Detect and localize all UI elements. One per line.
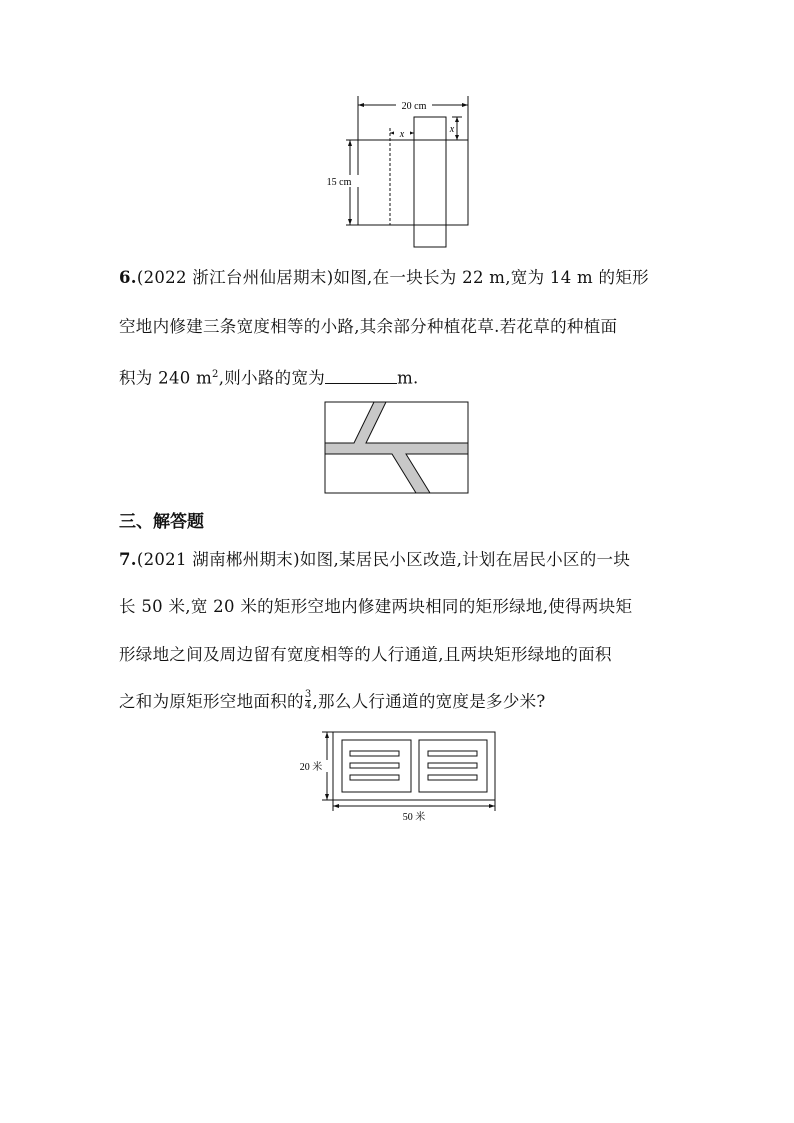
height-label: 20 米 [299, 762, 323, 773]
q6-line-3 [119, 364, 679, 390]
q7-text-1: 如图,某居民小区改造,计划在居民小区的一块 [299, 550, 631, 569]
height-label: 15 cm [326, 177, 352, 188]
q7-source: (2021 湖南郴州期末) [136, 550, 300, 569]
q6-question-text: ,则小路的宽为 [218, 368, 326, 388]
greenspace-plan-figure [290, 727, 510, 827]
q6-line-2: 空地内修建三条宽度相等的小路,其余部分种植花草.若花草的种植面 [119, 317, 618, 336]
q7-line-3: 形绿地之间及周边留有宽度相等的人行通道,且两块矩形绿地的面积 [119, 645, 612, 664]
q6-number: 6. [119, 268, 137, 287]
q6-superscript: 2 [212, 369, 219, 380]
fraction-denominator: 4 [304, 700, 312, 711]
q6-unit: m. [397, 368, 419, 388]
q7-line-2: 长 50 米,宽 20 米的矩形空地内修建两块相同的矩形绿地,使得两块矩 [119, 597, 633, 616]
q7-text-4b: ,那么人行通道的宽度是多少米? [312, 692, 546, 711]
x-label-vertical: x [449, 124, 455, 135]
width-label: 20 cm [401, 101, 427, 112]
q6-line-1 [119, 267, 679, 289]
fraction-numerator: 3 [304, 689, 312, 700]
q7-line-1 [119, 549, 679, 571]
q7-number: 7. [119, 550, 137, 569]
field-paths-figure [324, 401, 470, 495]
section-heading: 三、解答题 [119, 512, 204, 532]
q6-area-text: 积为 240 m [119, 368, 213, 388]
q7-line-4 [119, 691, 679, 713]
q6-text-1: 如图,在一块长为 22 m,宽为 14 m 的矩形 [333, 268, 649, 287]
answer-blank[interactable] [325, 367, 397, 384]
q7-text-4a: 之和为原矩形空地面积的 [119, 692, 304, 711]
q6-source: (2022 浙江台州仙居期末) [136, 268, 334, 287]
box-net-figure [310, 90, 490, 255]
fraction [305, 690, 312, 711]
x-label-horizontal: x [399, 129, 405, 140]
width-label: 50 米 [402, 812, 426, 823]
